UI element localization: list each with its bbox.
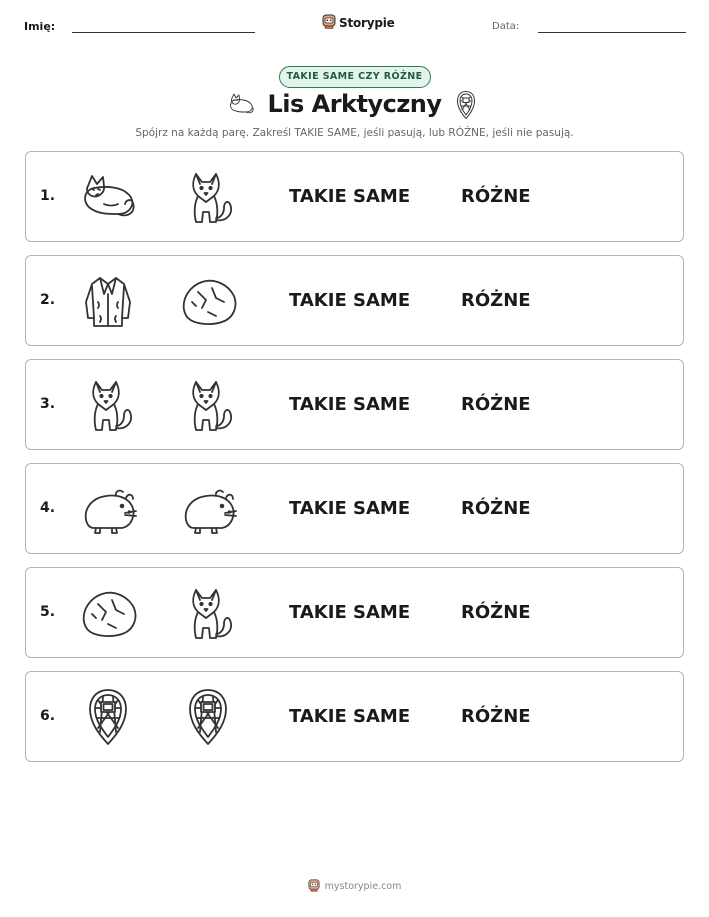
comparison-row: [25, 463, 684, 554]
arctic-fox-icon: [178, 376, 238, 434]
storypie-mascot-icon: [322, 13, 336, 33]
footer-url: mystorypie.com: [324, 881, 402, 892]
rock-icon: [78, 584, 138, 642]
name-field-line[interactable]: [72, 32, 255, 33]
same-option[interactable]: TAKIE SAME: [289, 602, 411, 623]
instructions-text: Spójrz na każdą parę. Zakreśl TAKIE SAME, jeśli pasują, lub RÓŻNE, jeśli nie pasują.: [135, 127, 574, 139]
storypie-mascot-icon: [308, 877, 320, 896]
footer: [0, 877, 709, 896]
snowshoe-icon: [178, 688, 238, 746]
snowshoe-icon: [456, 90, 476, 124]
different-option[interactable]: RÓŻNE: [461, 290, 531, 311]
brand-name: Storypie: [339, 16, 395, 30]
date-label: Data:: [492, 21, 520, 32]
same-option[interactable]: TAKIE SAME: [289, 394, 411, 415]
different-option[interactable]: RÓŻNE: [461, 602, 531, 623]
row-number: 1.: [40, 188, 56, 204]
row-number: 2.: [40, 292, 56, 308]
date-field-line[interactable]: [538, 32, 686, 33]
lemming-icon: [78, 480, 138, 538]
different-option[interactable]: RÓŻNE: [461, 394, 531, 415]
comparison-row: [25, 359, 684, 450]
row-number: 3.: [40, 396, 56, 412]
comparison-row: [25, 255, 684, 346]
arctic-fox-icon: [78, 376, 138, 434]
arctic-fox-icon: [178, 168, 238, 226]
fur-coat-icon: [78, 272, 138, 330]
name-label: Imię:: [24, 20, 56, 33]
worksheet-type-badge: TAKIE SAME CZY RÓŻNE: [279, 66, 431, 88]
page-title: Lis Arktyczny: [267, 90, 442, 118]
comparison-row: [25, 151, 684, 242]
brand-logo: [322, 13, 395, 33]
lemming-icon: [178, 480, 238, 538]
sleeping-fox-icon: [78, 168, 138, 226]
row-number: 5.: [40, 604, 56, 620]
different-option[interactable]: RÓŻNE: [461, 186, 531, 207]
same-option[interactable]: TAKIE SAME: [289, 498, 411, 519]
different-option[interactable]: RÓŻNE: [461, 498, 531, 519]
rock-icon: [178, 272, 238, 330]
different-option[interactable]: RÓŻNE: [461, 706, 531, 727]
snowshoe-icon: [78, 688, 138, 746]
arctic-fox-icon: [178, 584, 238, 642]
same-option[interactable]: TAKIE SAME: [289, 290, 411, 311]
row-number: 4.: [40, 500, 56, 516]
comparison-row: [25, 567, 684, 658]
same-option[interactable]: TAKIE SAME: [289, 186, 411, 207]
same-option[interactable]: TAKIE SAME: [289, 706, 411, 727]
comparison-row: [25, 671, 684, 762]
row-number: 6.: [40, 708, 56, 724]
